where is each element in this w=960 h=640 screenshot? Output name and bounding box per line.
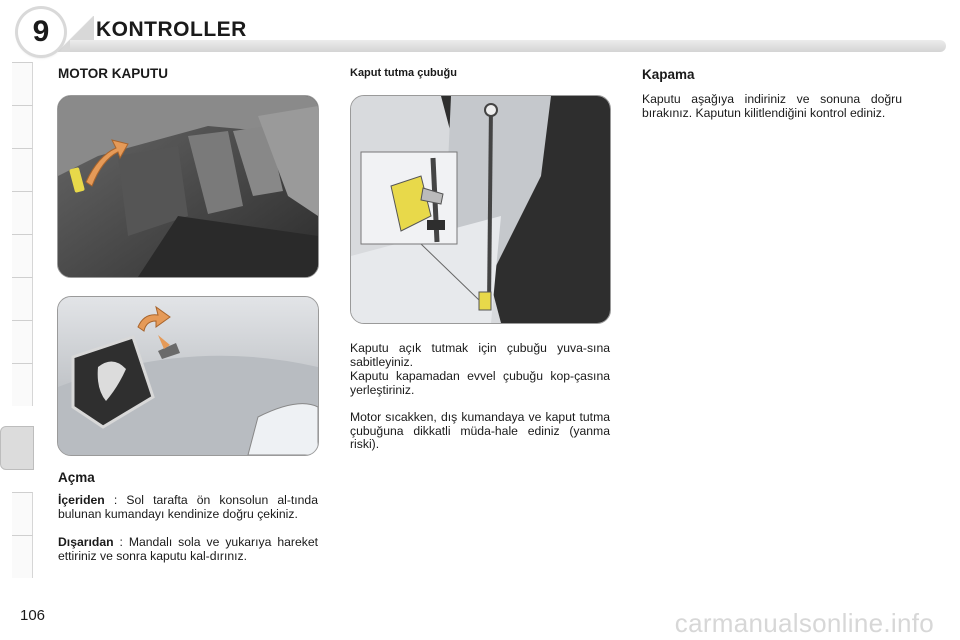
- opening-inside-paragraph: [58, 494, 318, 521]
- section-title-closing: Kapama: [642, 67, 695, 82]
- chapter-tab[interactable]: [12, 492, 33, 535]
- closing-paragraph: Kaputu aşağıya indiriniz ve sonuna doğru bırakınız. Kaputun kilitlendiğini kontrol ediniz.: [642, 92, 902, 120]
- bonnet-stay-photo: [350, 95, 611, 324]
- inside-text: : Sol tarafta ön konsolun al-tında bulunan kumandayı kendinize doğru çekiniz.: [58, 493, 318, 521]
- chapter-tabs: [0, 62, 32, 574]
- watermark: carmanualsonline.info: [674, 608, 934, 638]
- chapter-tab[interactable]: [12, 277, 33, 320]
- chapter-tab[interactable]: [12, 320, 33, 363]
- chapter-tab[interactable]: [12, 363, 33, 406]
- chapter-tab-active[interactable]: [0, 426, 34, 470]
- warning-paragraph: Motor sıcakken, dış kumandaya ve kaput tutma çubuğuna dikkatli müda-hale ediniz (yanma riski).: [350, 410, 610, 452]
- opening-outside-paragraph: [58, 536, 318, 563]
- chapter-tab[interactable]: [12, 62, 33, 105]
- chapter-tab[interactable]: [12, 191, 33, 234]
- chapter-tab[interactable]: [12, 105, 33, 148]
- chapter-title: KONTROLLER: [96, 18, 247, 41]
- outside-text: : Mandalı sola ve yukarıya hareket ettiriniz ve sonra kaputu kal-dırınız.: [58, 535, 318, 563]
- interior-release-lever-photo: [57, 95, 319, 278]
- outside-label: Dışarıdan: [58, 535, 114, 549]
- chapter-tab[interactable]: [12, 148, 33, 191]
- section-title-opening: Açma: [58, 470, 95, 485]
- section-title-bonnet: MOTOR KAPUTU: [58, 66, 168, 81]
- inside-label: İçeriden: [58, 493, 105, 507]
- chapter-tab[interactable]: [12, 535, 33, 578]
- figure-caption-stay: Kaput tutma çubuğu: [350, 67, 457, 79]
- page-number: 106: [20, 607, 46, 624]
- stay-paragraph-2: Kaputu kapamadan evvel çubuğu kop-çasına yerleştiriniz.: [350, 369, 610, 397]
- stay-paragraph-1: Kaputu açık tutmak için çubuğu yuva-sına sabitleyiniz.: [350, 341, 610, 369]
- exterior-latch-photo: [57, 296, 319, 456]
- chapter-tab[interactable]: [12, 234, 33, 277]
- chapter-number-badge: 9: [18, 9, 64, 55]
